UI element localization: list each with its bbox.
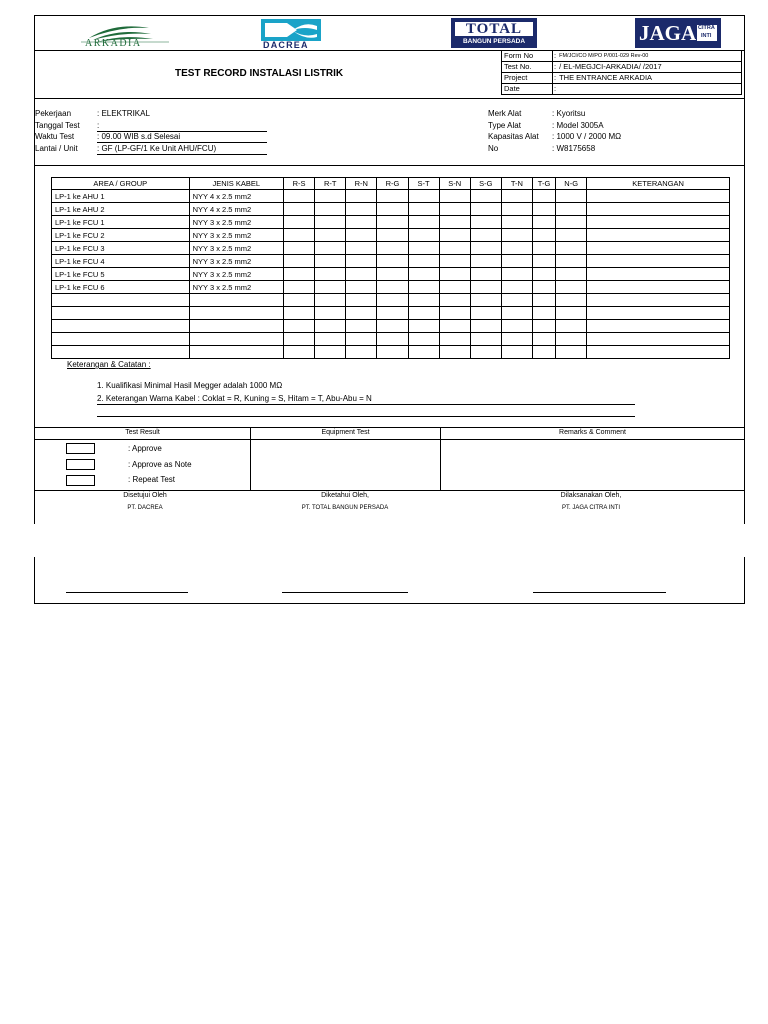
table-row <box>52 268 730 281</box>
note-line <box>97 404 635 405</box>
total-logo <box>451 18 537 48</box>
reading-cell[interactable] <box>377 307 408 320</box>
left_info-value: : <box>97 120 100 130</box>
repeat-test-checkbox[interactable] <box>66 475 95 486</box>
reading-cell[interactable] <box>408 242 439 255</box>
column-header: N-G <box>556 178 587 190</box>
reading-cell[interactable] <box>439 229 470 242</box>
reading-cell[interactable] <box>377 216 408 229</box>
reading-cell[interactable] <box>533 268 556 281</box>
reading-cell[interactable] <box>470 294 501 307</box>
right_info-value: : W8175658 <box>552 143 596 153</box>
reading-cell[interactable] <box>501 307 532 320</box>
reading-cell[interactable] <box>439 255 470 268</box>
info-underline <box>97 142 267 143</box>
reading-cell[interactable] <box>346 320 377 333</box>
reading-cell[interactable] <box>377 294 408 307</box>
reading-cell[interactable] <box>315 242 346 255</box>
reading-cell[interactable] <box>587 255 730 268</box>
reading-cell[interactable] <box>556 216 587 229</box>
form-info-row <box>502 73 742 84</box>
right_info-value: : Kyoritsu <box>552 109 586 118</box>
area-cell: LP-1 ke FCU 5 <box>52 268 190 281</box>
left_info-label: Waktu Test <box>35 132 75 141</box>
reading-cell[interactable] <box>470 190 501 203</box>
cable-cell <box>189 320 283 333</box>
reading-cell[interactable] <box>377 255 408 268</box>
reading-cell[interactable] <box>556 242 587 255</box>
reading-cell[interactable] <box>377 333 408 346</box>
reading-cell[interactable] <box>556 320 587 333</box>
column-header: T-N <box>501 178 532 190</box>
reading-cell[interactable] <box>284 229 315 242</box>
reading-cell[interactable] <box>377 229 408 242</box>
reading-cell[interactable] <box>587 268 730 281</box>
right_info-label: Kapasitas Alat <box>488 132 539 141</box>
reading-cell[interactable] <box>346 216 377 229</box>
area-cell: LP-1 ke FCU 6 <box>52 281 190 294</box>
reading-cell[interactable] <box>439 281 470 294</box>
table-row <box>52 307 730 320</box>
reading-cell[interactable] <box>346 229 377 242</box>
reading-cell[interactable] <box>408 346 439 359</box>
cable-cell: NYY 4 x 2.5 mm2 <box>189 203 283 216</box>
left_info-value: : GF (LP-GF/1 Ke Unit AHU/FCU) <box>97 143 217 153</box>
reading-cell[interactable] <box>533 203 556 216</box>
cable-cell: NYY 3 x 2.5 mm2 <box>189 268 283 281</box>
reading-cell[interactable] <box>587 346 730 359</box>
reading-cell[interactable] <box>501 294 532 307</box>
area-cell: LP-1 ke AHU 1 <box>52 190 190 203</box>
reading-cell[interactable] <box>501 346 532 359</box>
right_info-label: Merk Alat <box>488 109 522 118</box>
reading-cell[interactable] <box>315 190 346 203</box>
reading-cell[interactable] <box>533 307 556 320</box>
cable-cell <box>189 346 283 359</box>
reading-cell[interactable] <box>439 203 470 216</box>
reading-cell[interactable] <box>470 242 501 255</box>
reading-cell[interactable] <box>408 216 439 229</box>
area-cell <box>52 346 190 359</box>
area-cell: LP-1 ke FCU 3 <box>52 242 190 255</box>
column-header: T-G <box>533 178 556 190</box>
reading-cell[interactable] <box>284 333 315 346</box>
reading-cell[interactable] <box>501 320 532 333</box>
form-info-row <box>502 51 742 62</box>
arkadia-logo <box>75 20 175 50</box>
cable-cell <box>189 307 283 320</box>
total-subtitle: BANGUN PERSADA <box>462 38 526 45</box>
reading-cell[interactable] <box>556 190 587 203</box>
reading-cell[interactable] <box>439 333 470 346</box>
reading-cell[interactable] <box>377 281 408 294</box>
reading-cell[interactable] <box>315 320 346 333</box>
approve-as-note-checkbox[interactable] <box>66 459 95 470</box>
arkadia-wordmark: ARKADIA <box>85 38 142 49</box>
reading-cell[interactable] <box>533 346 556 359</box>
reading-cell[interactable] <box>587 307 730 320</box>
jaga-sub-citra: CITRA <box>698 25 715 31</box>
reading-cell[interactable] <box>315 268 346 281</box>
cable-cell <box>189 333 283 346</box>
sign-company-acknowledger: PT. TOTAL BANGUN PERSADA <box>301 505 389 511</box>
form-info-value: / EL-MEGJCI-ARKADIA/ /2017 <box>557 62 742 73</box>
repeat-test-label: : Repeat Test <box>128 475 175 484</box>
reading-cell[interactable] <box>284 307 315 320</box>
table-row <box>52 320 730 333</box>
cable-cell <box>189 294 283 307</box>
reading-cell[interactable] <box>408 203 439 216</box>
reading-cell[interactable] <box>533 294 556 307</box>
table-row <box>52 294 730 307</box>
reading-cell[interactable] <box>284 268 315 281</box>
reading-cell[interactable] <box>377 190 408 203</box>
left_info-label: Lantai / Unit <box>35 143 78 153</box>
area-cell: LP-1 ke FCU 1 <box>52 216 190 229</box>
cable-cell: NYY 3 x 2.5 mm2 <box>189 229 283 242</box>
form-info-label: Date <box>502 84 553 95</box>
reading-cell[interactable] <box>587 320 730 333</box>
table-row <box>52 346 730 359</box>
reading-cell[interactable] <box>556 307 587 320</box>
equipment-test-header: Equipment Test <box>321 429 370 436</box>
area-cell <box>52 320 190 333</box>
reading-cell[interactable] <box>284 294 315 307</box>
column-header: KETERANGAN <box>587 178 730 190</box>
reading-cell[interactable] <box>377 203 408 216</box>
sign-role-executor: Dilaksanakan Oleh, <box>560 492 622 499</box>
reading-cell[interactable] <box>439 190 470 203</box>
reading-cell[interactable] <box>470 203 501 216</box>
form-info-label: Form No <box>502 51 553 62</box>
reading-cell[interactable] <box>439 294 470 307</box>
reading-cell[interactable] <box>587 216 730 229</box>
reading-cell[interactable] <box>556 229 587 242</box>
area-cell <box>52 333 190 346</box>
reading-cell[interactable] <box>470 320 501 333</box>
reading-cell[interactable] <box>284 203 315 216</box>
reading-cell[interactable] <box>501 242 532 255</box>
cable-cell: NYY 3 x 2.5 mm2 <box>189 281 283 294</box>
approve-as-note-label: : Approve as Note <box>128 460 192 469</box>
reading-cell[interactable] <box>533 216 556 229</box>
column-header: S-G <box>470 178 501 190</box>
reading-cell[interactable] <box>408 320 439 333</box>
reading-cell[interactable] <box>315 307 346 320</box>
reading-cell[interactable] <box>587 190 730 203</box>
reading-cell[interactable] <box>284 190 315 203</box>
reading-cell[interactable] <box>346 307 377 320</box>
reading-cell[interactable] <box>556 294 587 307</box>
sign-company-approver: PT. DACREA <box>127 505 163 511</box>
reading-cell[interactable] <box>587 294 730 307</box>
reading-cell[interactable] <box>284 242 315 255</box>
note-2: 2. Keterangan Warna Kabel : Coklat = R, Kuning = S, Hitam = T, Abu-Abu = N <box>97 394 372 403</box>
form-info-sep: : <box>554 73 557 82</box>
reading-cell[interactable] <box>315 346 346 359</box>
sign-role-approver: Disetujui Oleh <box>123 492 167 499</box>
reading-cell[interactable] <box>284 281 315 294</box>
reading-cell[interactable] <box>408 255 439 268</box>
reading-cell[interactable] <box>587 281 730 294</box>
approve-label: : Approve <box>128 444 162 453</box>
column-header: JENIS KABEL <box>189 178 283 190</box>
jaga-logo <box>635 18 721 48</box>
reading-cell[interactable] <box>587 242 730 255</box>
form-info-sep: : <box>554 51 557 60</box>
reading-cell[interactable] <box>501 281 532 294</box>
remarks-header: Remarks & Comment <box>559 429 626 436</box>
reading-cell[interactable] <box>315 216 346 229</box>
reading-cell[interactable] <box>501 268 532 281</box>
reading-cell[interactable] <box>470 216 501 229</box>
area-cell: LP-1 ke AHU 2 <box>52 203 190 216</box>
dacrea-logo <box>257 18 327 50</box>
reading-cell[interactable] <box>501 229 532 242</box>
form-info-sep: : <box>554 84 557 93</box>
reading-cell[interactable] <box>533 229 556 242</box>
dacrea-mark-icon <box>257 18 327 42</box>
left_info-value: : ELEKTRIKAL <box>97 109 150 118</box>
right_info-label: Type Alat <box>488 120 521 130</box>
signature-line-executor <box>533 592 666 593</box>
reading-cell[interactable] <box>284 255 315 268</box>
table-row <box>52 333 730 346</box>
reading-cell[interactable] <box>408 268 439 281</box>
area-cell <box>52 294 190 307</box>
form-info-sep: : <box>554 62 557 71</box>
reading-cell[interactable] <box>284 216 315 229</box>
reading-cell[interactable] <box>346 242 377 255</box>
table-row <box>52 255 730 268</box>
reading-cell[interactable] <box>587 203 730 216</box>
insulation-test-table <box>51 177 730 359</box>
reading-cell[interactable] <box>533 255 556 268</box>
left_info-value: : 09.00 WIB s.d Selesai <box>97 132 181 141</box>
reading-cell[interactable] <box>556 255 587 268</box>
reading-cell[interactable] <box>315 294 346 307</box>
column-header: AREA / GROUP <box>52 178 190 190</box>
form-info-value: THE ENTRANCE ARKADIA <box>557 73 742 84</box>
reading-cell[interactable] <box>408 229 439 242</box>
reading-cell[interactable] <box>377 346 408 359</box>
reading-cell[interactable] <box>533 333 556 346</box>
reading-cell[interactable] <box>408 281 439 294</box>
reading-cell[interactable] <box>439 242 470 255</box>
column-header: S-T <box>408 178 439 190</box>
column-header: R-G <box>377 178 408 190</box>
notes-heading: Keterangan & Catatan : <box>67 360 151 369</box>
reading-cell[interactable] <box>533 190 556 203</box>
jaga-wordmark: JAGA <box>639 21 697 45</box>
table-row <box>52 229 730 242</box>
reading-cell[interactable] <box>470 268 501 281</box>
form-info-row <box>502 84 742 95</box>
reading-cell[interactable] <box>315 333 346 346</box>
table-row <box>52 216 730 229</box>
reading-cell[interactable] <box>587 333 730 346</box>
left_info-label: Pekerjaan <box>35 109 72 118</box>
reading-cell[interactable] <box>315 255 346 268</box>
reading-cell[interactable] <box>501 216 532 229</box>
reading-cell[interactable] <box>377 320 408 333</box>
reading-cell[interactable] <box>439 268 470 281</box>
info-underline <box>97 154 267 155</box>
signature-line-approver <box>66 592 188 593</box>
form-info-value <box>557 84 742 95</box>
reading-cell[interactable] <box>556 203 587 216</box>
cable-cell: NYY 3 x 2.5 mm2 <box>189 255 283 268</box>
signature-line-acknowledger <box>282 592 408 593</box>
reading-cell[interactable] <box>346 333 377 346</box>
reading-cell[interactable] <box>284 346 315 359</box>
note-1: 1. Kualifikasi Minimal Hasil Megger adalah 1000 MΩ <box>97 381 283 390</box>
right_info-value: : 1000 V / 2000 MΩ <box>552 132 622 141</box>
reading-cell[interactable] <box>501 190 532 203</box>
reading-cell[interactable] <box>556 333 587 346</box>
reading-cell[interactable] <box>439 216 470 229</box>
reading-cell[interactable] <box>346 294 377 307</box>
reading-cell[interactable] <box>346 190 377 203</box>
table-row <box>52 281 730 294</box>
reading-cell[interactable] <box>470 281 501 294</box>
reading-cell[interactable] <box>587 229 730 242</box>
page-title: TEST RECORD INSTALASI LISTRIK <box>175 68 344 79</box>
sign-company-executor: PT. JAGA CITRA INTI <box>561 505 620 511</box>
cable-cell: NYY 3 x 2.5 mm2 <box>189 216 283 229</box>
reading-cell[interactable] <box>470 307 501 320</box>
table-row <box>52 190 730 203</box>
reading-cell[interactable] <box>408 307 439 320</box>
test-result-header: Test Result <box>125 429 160 436</box>
area-cell <box>52 307 190 320</box>
reading-cell[interactable] <box>556 346 587 359</box>
reading-cell[interactable] <box>377 242 408 255</box>
note-line <box>97 416 635 417</box>
right_info-value: : Model 3005A <box>552 120 604 130</box>
approve-checkbox[interactable] <box>66 443 95 454</box>
reading-cell[interactable] <box>284 320 315 333</box>
reading-cell[interactable] <box>346 346 377 359</box>
reading-cell[interactable] <box>346 281 377 294</box>
column-header: R-S <box>284 178 315 190</box>
table-row <box>52 203 730 216</box>
reading-cell[interactable] <box>408 294 439 307</box>
left_info-label: Tanggal Test <box>35 120 80 130</box>
right_info-label: No <box>488 143 499 153</box>
reading-cell[interactable] <box>315 281 346 294</box>
reading-cell[interactable] <box>408 190 439 203</box>
test-record-form <box>34 15 745 524</box>
dacrea-wordmark: DACREA <box>263 40 309 50</box>
reading-cell[interactable] <box>315 203 346 216</box>
column-header: R-T <box>315 178 346 190</box>
reading-cell[interactable] <box>315 229 346 242</box>
reading-cell[interactable] <box>470 255 501 268</box>
area-cell: LP-1 ke FCU 2 <box>52 229 190 242</box>
form-info-table <box>501 50 742 95</box>
column-header: S-N <box>439 178 470 190</box>
reading-cell[interactable] <box>501 203 532 216</box>
form-info-row <box>502 62 742 73</box>
reading-cell[interactable] <box>408 333 439 346</box>
reading-cell[interactable] <box>377 268 408 281</box>
reading-cell[interactable] <box>470 333 501 346</box>
reading-cell[interactable] <box>556 281 587 294</box>
table-row <box>52 242 730 255</box>
form-info-label: Test No. <box>502 62 553 73</box>
reading-cell[interactable] <box>501 333 532 346</box>
reading-cell[interactable] <box>533 242 556 255</box>
column-header: R-N <box>346 178 377 190</box>
reading-cell[interactable] <box>439 320 470 333</box>
info-underline <box>97 131 267 132</box>
reading-cell[interactable] <box>346 203 377 216</box>
reading-cell[interactable] <box>533 320 556 333</box>
form-info-label: Project <box>502 73 553 84</box>
reading-cell[interactable] <box>346 255 377 268</box>
jaga-sub-inti: INTI <box>701 33 712 39</box>
signature-area <box>34 557 745 604</box>
reading-cell[interactable] <box>470 346 501 359</box>
cable-cell: NYY 3 x 2.5 mm2 <box>189 242 283 255</box>
total-wordmark: TOTAL <box>465 21 523 37</box>
reading-cell[interactable] <box>439 307 470 320</box>
reading-cell[interactable] <box>533 281 556 294</box>
reading-cell[interactable] <box>556 268 587 281</box>
form-info-value: FM/JCI/CO M/PO P/001-029 Rev-00 <box>557 51 742 62</box>
area-cell: LP-1 ke FCU 4 <box>52 255 190 268</box>
reading-cell[interactable] <box>346 268 377 281</box>
reading-cell[interactable] <box>501 255 532 268</box>
reading-cell[interactable] <box>470 229 501 242</box>
sign-role-acknowledger: Diketahui Oleh, <box>321 492 369 499</box>
reading-cell[interactable] <box>439 346 470 359</box>
cable-cell: NYY 4 x 2.5 mm2 <box>189 190 283 203</box>
